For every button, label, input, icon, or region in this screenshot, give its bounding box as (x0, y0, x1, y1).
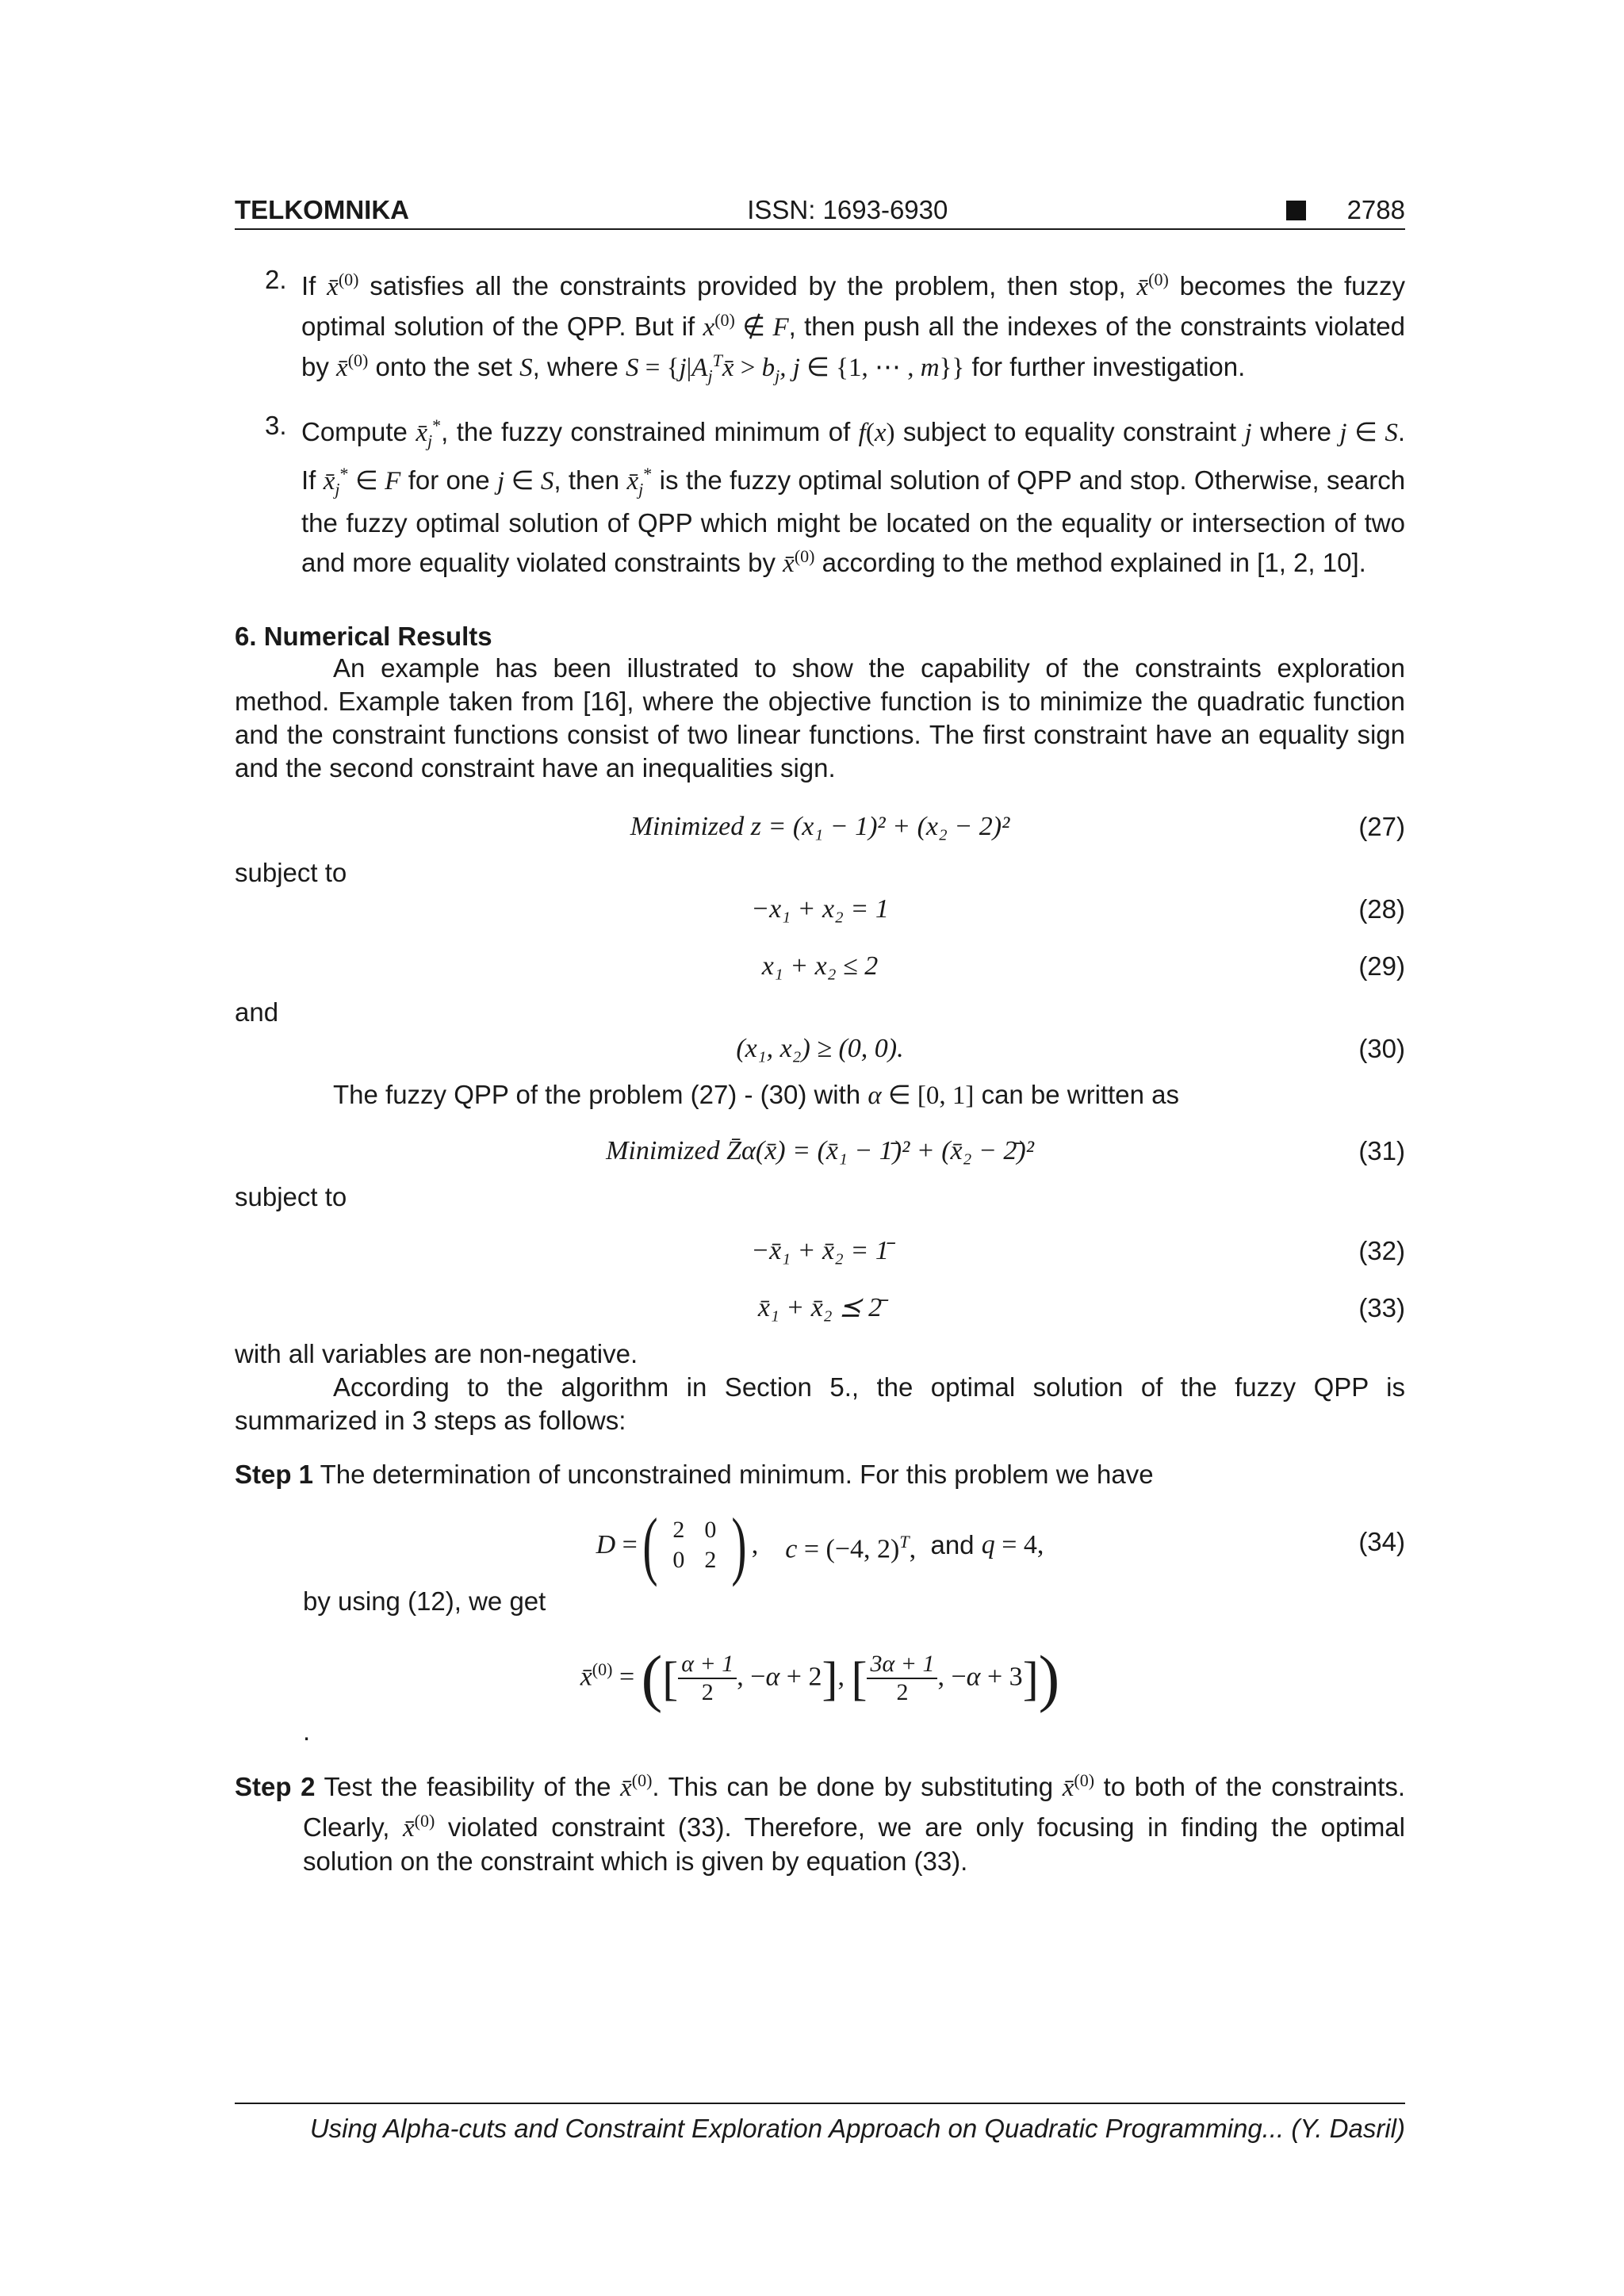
journal-name: TELKOMNIKA (235, 195, 409, 224)
running-footer: Using Alpha-cuts and Constraint Exploration Approach on Quadratic Programming... (Y. Dasril) (235, 2103, 1405, 2144)
text-fragment: , where (532, 352, 619, 381)
running-header (235, 189, 1405, 230)
text-fragment: becomes the fuzzy optimal solution of the QPP. But if (301, 271, 1406, 341)
equation-number: (28) (1358, 894, 1405, 924)
equation-body: x̄$^{(0)}$ = ([ $\frac{\alpha + 1}{2}$ , −α + 2], [ $\frac{3\alpha + 1}{2}$ , −α + 3]) (580, 1644, 1060, 1714)
step-2: Step 2 Test the feasibility of the x̄$^{(0)}$. This can be done by substituting x̄$^{(0)}$ to both of the constraints. Clearly, x̄$^{(0)}$ violated constraint (33). Therefore, we are only focusing in finding the optimal solution on the constraint which is given by equation (33). (235, 1770, 1406, 1876)
subject-to-label: subject to (235, 1181, 347, 1211)
equation-31 (235, 1133, 1405, 1169)
list-item-text: Compute $x̄_j^*$, the fuzzy constrained minimum of f(x) subject to equality constraint j where j ∈ S. If $x̄_j^*$ ∈ F for one j ∈ S, then $x̄_j^*$ is the fuzzy optimal solution of QPP and stop. Otherwise, search the fuzzy optimal solution of QPP which might be located on the equality or intersection of two and more equality violated constraints by x̄$^{(0)}$ according to the method explained in [1, 2, 10]. (301, 415, 1406, 578)
subject-to-label: subject to (235, 857, 347, 887)
equation-x0 (235, 1626, 1405, 1713)
equation-body: −x̄₁ + x̄₂ = 1̄ (751, 1235, 889, 1265)
step-1 (235, 1458, 1405, 1491)
text-fragment: . This can be done by substituting (652, 1771, 1054, 1801)
equation-number: (34) (1358, 1526, 1405, 1556)
equation-32 (235, 1233, 1405, 1269)
dot: . (303, 1716, 311, 1746)
step-label: Step 1 (235, 1459, 314, 1489)
list-item-number: 2. (265, 265, 287, 294)
step-label: Step 2 (235, 1771, 316, 1801)
equation-body: −x₁ + x₂ = 1 (751, 894, 889, 924)
list-item-3 (265, 409, 1405, 580)
equation-body: Minimized z = (x₁ − 1)² + (x₂ − 2)² (630, 811, 1010, 841)
text-fragment: subject to equality constraint (902, 416, 1237, 446)
section-title: 6. Numerical Results (235, 621, 492, 651)
using-12-sentence: by using (12), we get (303, 1586, 546, 1616)
equation-number: (32) (1358, 1235, 1405, 1265)
equation-body: Minimized Z̄α(x̄) = (x̄₁ − 1̄)² + (x̄₂ − 2̄)² (606, 1135, 1034, 1165)
page-number: 2788 (1346, 195, 1405, 224)
equation-33 (235, 1290, 1405, 1326)
text-fragment: Test the feasibility of the (324, 1771, 611, 1801)
section-intro-paragraph: An example has been illustrated to show the capability of the constraints exploration method. Example taken from [16], where the objective function is to minimize the quadratic function and the constraint functions consist of two linear functions. The first constraint have an equality sign and the second constraint have an inequalities sign. (235, 652, 1405, 783)
step-text: The determination of unconstrained minimum. For this problem we have (320, 1459, 1154, 1489)
text-fragment: Compute (301, 416, 408, 446)
equation-body: x₁ + x₂ ≤ 2 (761, 951, 879, 981)
text-fragment: The fuzzy QPP of the problem (27) - (30) with (333, 1079, 861, 1109)
page-content (235, 189, 1405, 1878)
text-fragment: to both of the constraints. Clearly, (303, 1771, 1406, 1842)
text-fragment: onto the set (375, 352, 512, 381)
equation-number: (27) (1358, 811, 1405, 841)
equation-29 (235, 948, 1405, 985)
algorithm-paragraph: According to the algorithm in Section 5., the optimal solution of the fuzzy QPP is summarized in 3 steps as follows: (235, 1372, 1405, 1435)
equation-27 (235, 809, 1405, 845)
equation-28 (235, 891, 1405, 928)
fuzzy-qpp-paragraph: The fuzzy QPP of the problem (27) - (30) with α ∈ [0, 1] can be written as (333, 1079, 1180, 1110)
text-fragment: , then push all the indexes of the constraints violated by (301, 312, 1405, 381)
text-fragment: If (301, 271, 316, 300)
text-fragment: satisfies all the constraints provided by the problem, then stop, (370, 271, 1126, 300)
text-fragment: , the fuzzy constrained minimum of (441, 416, 851, 446)
text-fragment: can be written as (981, 1079, 1180, 1109)
equation-number: (29) (1358, 951, 1405, 981)
text-fragment: , then (553, 465, 620, 496)
text-fragment: and (930, 1530, 975, 1560)
text-fragment: for one (408, 465, 490, 496)
text-fragment: according to the method explained in [1, 2, 10]. (822, 547, 1366, 577)
equation-number: (30) (1358, 1033, 1405, 1063)
equation-body: x̄₁ + x̄₂ ⪯ 2̄ (757, 1292, 883, 1322)
equation-30 (235, 1031, 1405, 1067)
equation-34 (235, 1502, 1405, 1588)
list-item-text: If x̄$^{(0)}$ satisfies all the constraints provided by the problem, then stop, x̄$^{(0)}$ becomes the fuzzy optimal solution of the QPP. But if $x^{(0)}$ ∉ F, then push all the indexes of the constraints violated by x̄$^{(0)}$ onto the set S, where $S = \{j|A_j^Tx̄ > b_j$, j ∈ {1, ⋯ , m}} for further investigation. (301, 270, 1406, 386)
text-fragment: where (1260, 416, 1331, 446)
text-fragment: . If (301, 416, 1406, 496)
equation-body: (x₁, x₂) ≥ (0, 0). (736, 1033, 904, 1063)
list-item-2 (265, 263, 1405, 393)
issn: ISSN: 1693-6930 (747, 195, 948, 224)
black-square-icon (1286, 201, 1306, 220)
list-item-number: 3. (265, 410, 287, 440)
equation-body: D = ( 2 0 0 2 ) , c = (−4, 2)$^T$, and q = 4, (596, 1502, 1044, 1588)
equation-number: (31) (1358, 1135, 1405, 1165)
text-fragment: violated constraint (33). Therefore, we are only focusing in finding the optimal solution on the constraint which is given by equation (33). (303, 1812, 1405, 1876)
text-fragment: is the fuzzy optimal solution of QPP and stop. Otherwise, search the fuzzy optimal solution of QPP which might be located on the equality or intersection of two and more equality violated constraints by (301, 465, 1406, 577)
nonnegative-sentence: with all variables are non-negative. (235, 1338, 638, 1368)
equation-number: (33) (1358, 1292, 1405, 1322)
text-fragment: for further investigation. (971, 352, 1246, 381)
and-label: and (235, 997, 279, 1027)
